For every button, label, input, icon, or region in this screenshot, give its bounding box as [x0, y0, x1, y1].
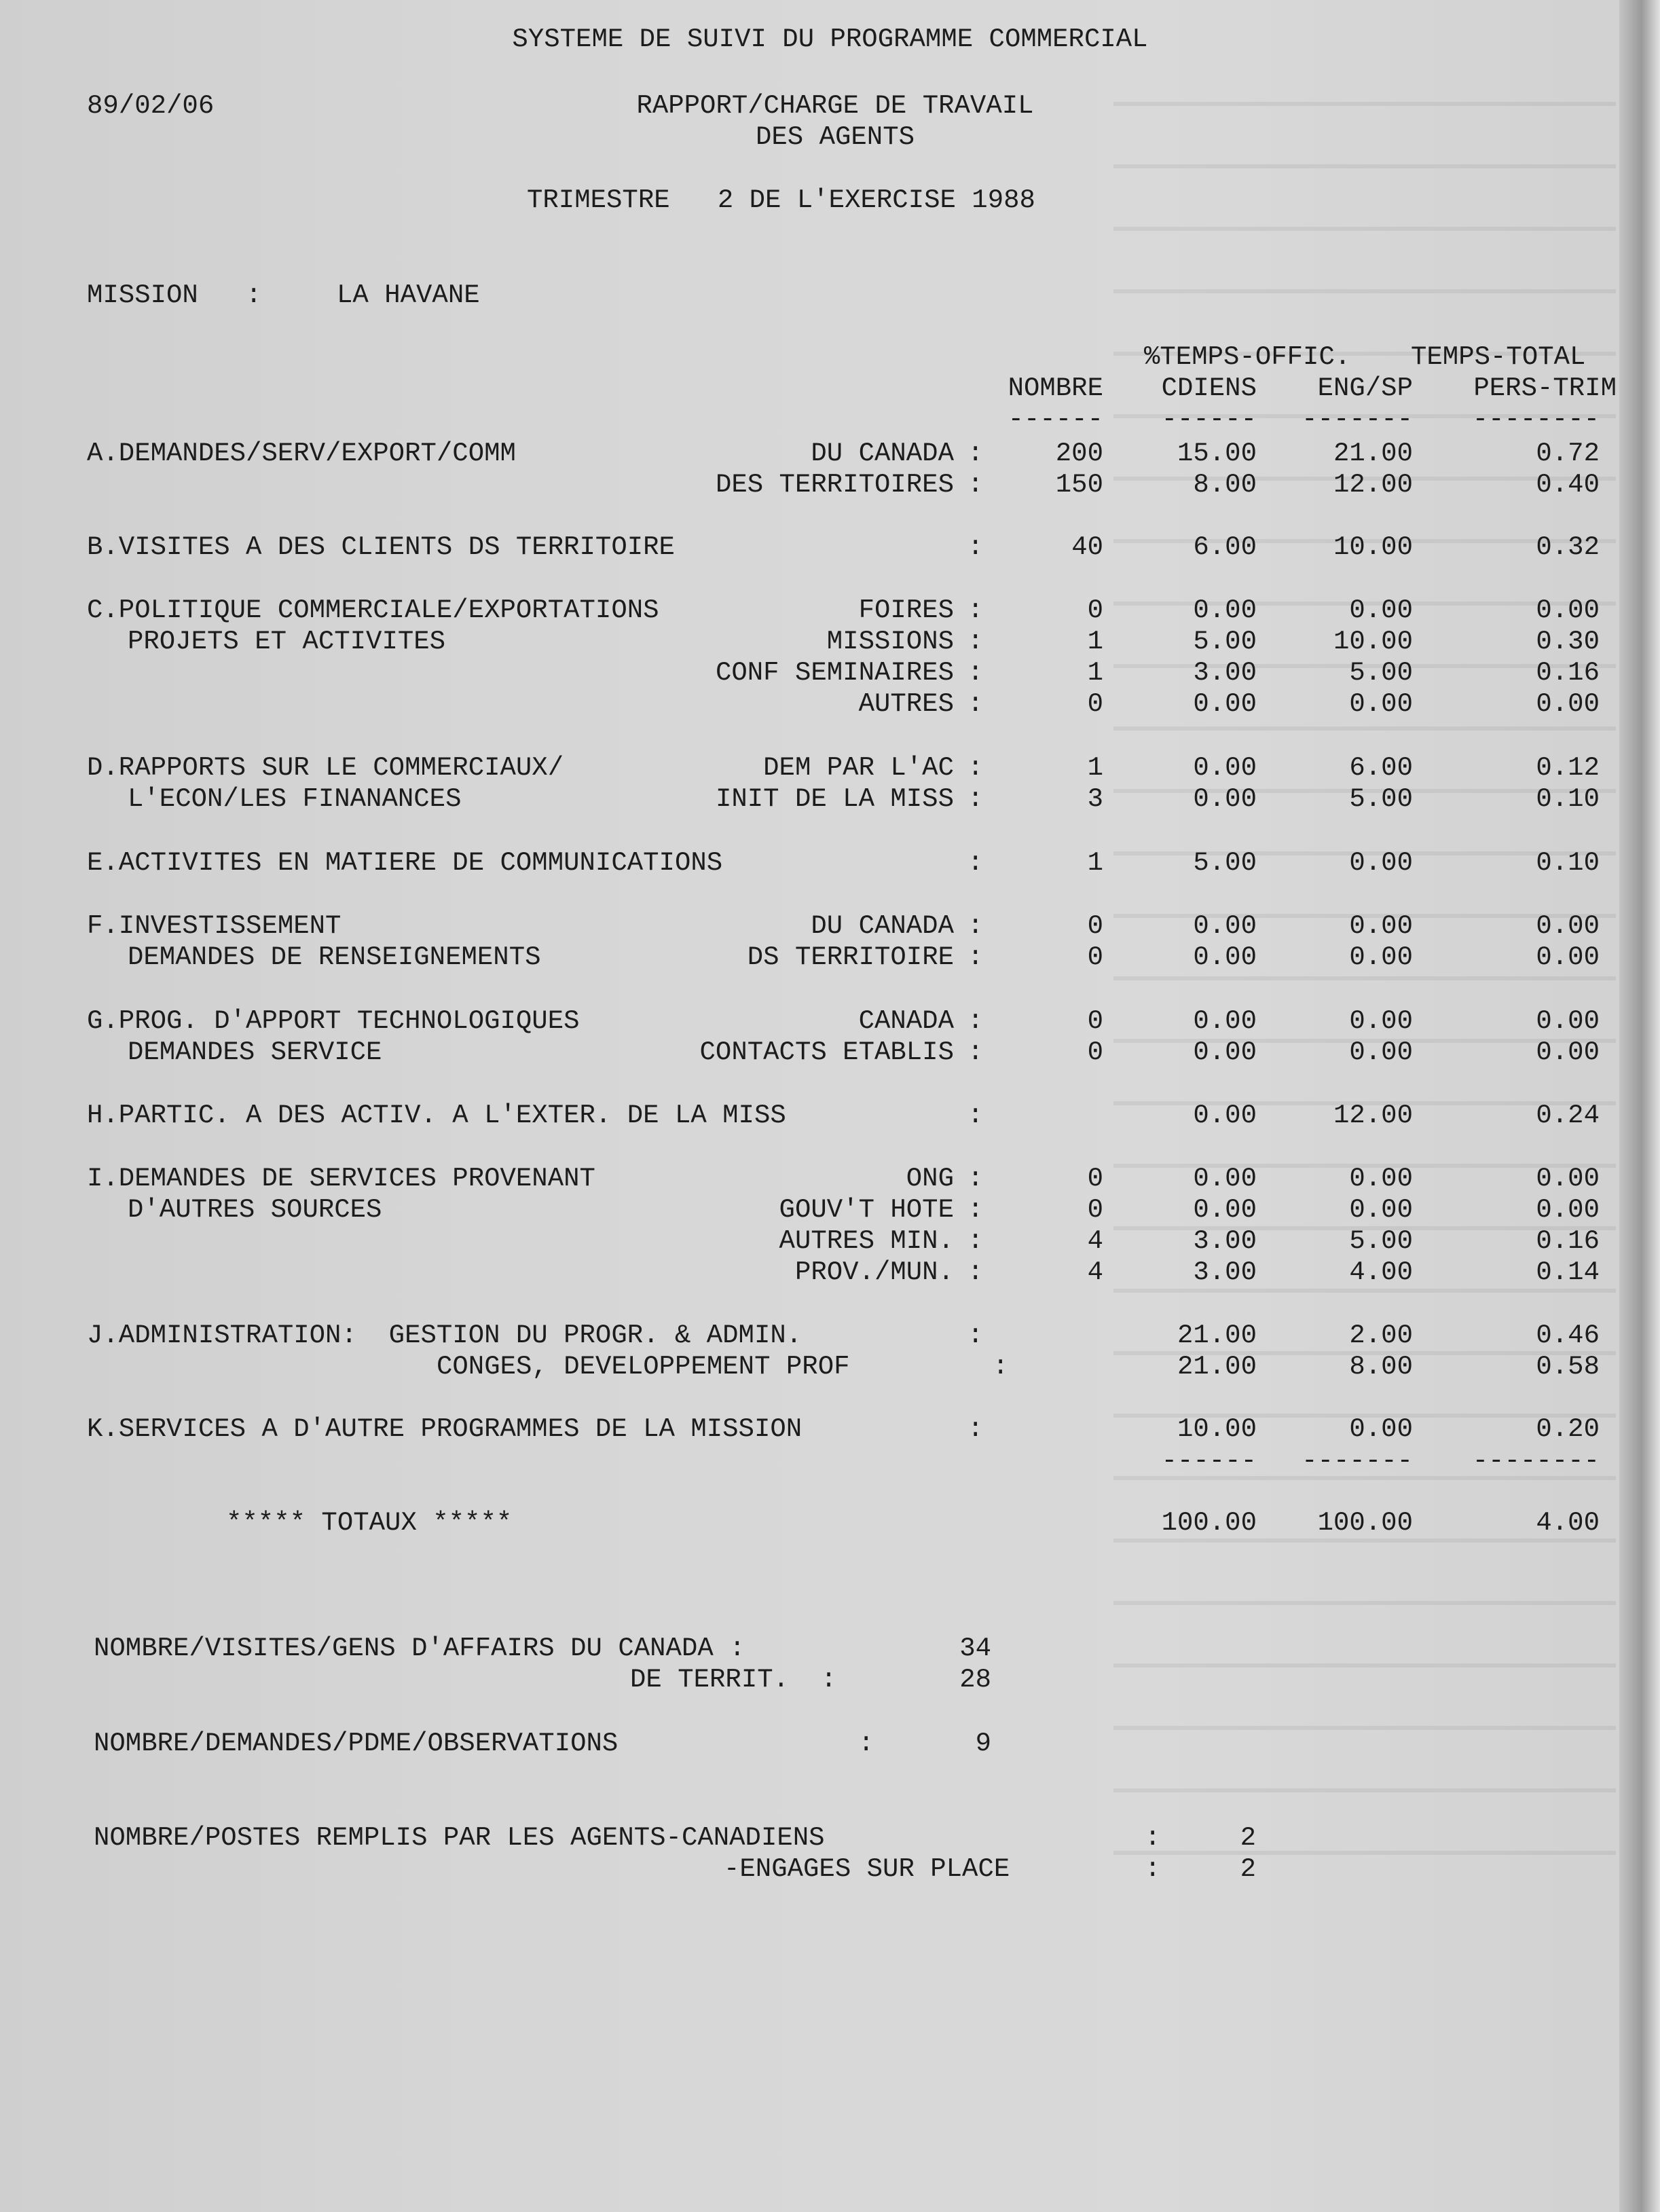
totals-rule-engsp: ------- — [1302, 1446, 1413, 1476]
cell-pers-trim: 0.00 — [1536, 1006, 1600, 1036]
cell-pers-trim: 0.10 — [1536, 784, 1600, 814]
cell-engsp: 0.00 — [1349, 911, 1413, 941]
cell-nombre: 0 — [1087, 1006, 1103, 1036]
row-sublabel: AUTRES MIN. — [779, 1226, 954, 1256]
cell-cdiens: 0.00 — [1193, 911, 1257, 941]
cell-cdiens: 0.00 — [1193, 689, 1257, 719]
cell-pers-trim: 0.16 — [1536, 1226, 1600, 1256]
cell-nombre: 0 — [1087, 595, 1103, 625]
cell-cdiens: 0.00 — [1193, 1101, 1257, 1130]
row-colon: : — [967, 848, 984, 878]
section-k-label: K.SERVICES A D'AUTRE PROGRAMMES DE LA MISSION — [87, 1414, 803, 1444]
cell-nombre: 0 — [1087, 1037, 1103, 1067]
cell-cdiens: 0.00 — [1193, 784, 1257, 814]
cell-nombre: 4 — [1087, 1226, 1103, 1256]
page-edge-shadow — [1619, 0, 1660, 2212]
section-g-sublabel: DEMANDES SERVICE — [128, 1037, 382, 1067]
cell-cdiens: 0.00 — [1193, 1006, 1257, 1036]
cell-nombre: 1 — [1087, 658, 1103, 688]
cell-cdiens: 0.00 — [1193, 1037, 1257, 1067]
section-g-label: G.PROG. D'APPORT TECHNOLOGIQUES — [87, 1006, 580, 1036]
cell-cdiens: 3.00 — [1193, 1257, 1257, 1287]
header-cdiens: CDIENS — [1161, 373, 1257, 403]
cell-nombre: 1 — [1087, 627, 1103, 657]
row-colon: : — [967, 1321, 984, 1350]
row-sublabel: ONG — [906, 1164, 954, 1194]
cell-nombre: 200 — [1055, 439, 1103, 468]
cell-cdiens: 0.00 — [1193, 1164, 1257, 1194]
row-colon: : — [967, 1414, 984, 1444]
row-sublabel: DEM PAR L'AC — [763, 753, 954, 783]
summary-visites-territ-label: DE TERRIT. : — [630, 1665, 837, 1695]
row-colon: : — [967, 532, 984, 562]
row-colon: : — [967, 1195, 984, 1225]
cell-cdiens: 21.00 — [1177, 1321, 1257, 1350]
summary-postes-label: NOMBRE/POSTES REMPLIS PAR LES AGENTS-CANADIENS — [94, 1823, 825, 1853]
header-temps-total: TEMPS-TOTAL — [1411, 342, 1586, 372]
system-title: SYSTEME DE SUIVI DU PROGRAMME COMMERCIAL — [512, 24, 1148, 54]
cell-engsp: 10.00 — [1333, 627, 1413, 657]
summary-postes-place-label: -ENGAGES SUR PLACE — [724, 1854, 1010, 1884]
totals-label: ***** TOTAUX ***** — [226, 1508, 513, 1538]
mission-value: LA HAVANE — [337, 280, 480, 310]
row-colon: : — [967, 753, 984, 783]
cell-cdiens: 0.00 — [1193, 595, 1257, 625]
header-engsp: ENG/SP — [1317, 373, 1413, 403]
cell-pers-trim: 0.00 — [1536, 1164, 1600, 1194]
summary-demandes-colon: : — [858, 1729, 874, 1758]
cell-engsp: 0.00 — [1349, 848, 1413, 878]
cell-engsp: 10.00 — [1333, 532, 1413, 562]
summary-postes-canadiens: 2 — [1240, 1823, 1256, 1853]
cell-pers-trim: 0.46 — [1536, 1321, 1600, 1350]
section-j-label: J.ADMINISTRATION: GESTION DU PROGR. & ADMIN. — [87, 1321, 803, 1350]
header-nombre: NOMBRE — [1008, 373, 1103, 403]
row-colon: : — [967, 942, 984, 972]
row-sublabel: PROV./MUN. — [794, 1257, 954, 1287]
cell-engsp: 21.00 — [1333, 439, 1413, 468]
row-sublabel: CONF SEMINAIRES — [715, 658, 954, 688]
report-date: 89/02/06 — [87, 91, 215, 121]
cell-nombre: 0 — [1087, 1164, 1103, 1194]
row-colon: : — [967, 689, 984, 719]
header-pct-temps-offic: %TEMPS-OFFIC. — [1144, 342, 1351, 372]
report-title-line1: RAPPORT/CHARGE DE TRAVAIL — [636, 91, 1034, 121]
cell-pers-trim: 0.10 — [1536, 848, 1600, 878]
row-sublabel: CONTACTS ETABLIS — [699, 1037, 954, 1067]
section-d-label: D.RAPPORTS SUR LE COMMERCIAUX/ — [87, 753, 564, 783]
cell-engsp: 5.00 — [1349, 1226, 1413, 1256]
totals-pers-trim: 4.00 — [1536, 1508, 1600, 1538]
cell-cdiens: 5.00 — [1193, 848, 1257, 878]
cell-engsp: 2.00 — [1349, 1321, 1413, 1350]
cell-pers-trim: 0.00 — [1536, 689, 1600, 719]
totals-rule-pers-trim: -------- — [1472, 1446, 1600, 1476]
row-colon: : — [967, 658, 984, 688]
cell-engsp: 0.00 — [1349, 1414, 1413, 1444]
row-colon: : — [967, 911, 984, 941]
totals-rule-cdiens: ------ — [1161, 1446, 1257, 1476]
cell-engsp: 4.00 — [1349, 1257, 1413, 1287]
cell-nombre: 1 — [1087, 753, 1103, 783]
cell-cdiens: 21.00 — [1177, 1352, 1257, 1382]
cell-nombre: 4 — [1087, 1257, 1103, 1287]
cell-cdiens: 5.00 — [1193, 627, 1257, 657]
section-c-sublabel: PROJETS ET ACTIVITES — [128, 627, 446, 657]
cell-pers-trim: 0.00 — [1536, 1195, 1600, 1225]
cell-engsp: 6.00 — [1349, 753, 1413, 783]
section-f-sublabel: DEMANDES DE RENSEIGNEMENTS — [128, 942, 541, 972]
summary-demandes-label: NOMBRE/DEMANDES/PDME/OBSERVATIONS — [94, 1729, 619, 1758]
row-sublabel: FOIRES — [858, 595, 954, 625]
cell-pers-trim: 0.72 — [1536, 439, 1600, 468]
row-colon: : — [967, 1037, 984, 1067]
section-i-sublabel: D'AUTRES SOURCES — [128, 1195, 382, 1225]
rule-engsp: ------- — [1302, 405, 1413, 435]
cell-engsp: 0.00 — [1349, 1037, 1413, 1067]
cell-engsp: 5.00 — [1349, 784, 1413, 814]
row-colon: : — [967, 784, 984, 814]
summary-postes-colon: : — [1145, 1823, 1161, 1853]
report-period: TRIMESTRE 2 DE L'EXERCISE 1988 — [527, 185, 1035, 215]
summary-visites-territ: 28 — [959, 1665, 991, 1695]
mission-label: MISSION : — [87, 280, 262, 310]
cell-nombre: 0 — [1087, 911, 1103, 941]
totals-engsp: 100.00 — [1317, 1508, 1413, 1538]
report-title-line2: DES AGENTS — [755, 122, 915, 152]
cell-pers-trim: 0.32 — [1536, 532, 1600, 562]
section-h-label: H.PARTIC. A DES ACTIV. A L'EXTER. DE LA MISS — [87, 1101, 786, 1130]
row-colon: : — [967, 470, 984, 500]
cell-nombre: 0 — [1087, 942, 1103, 972]
cell-engsp: 8.00 — [1349, 1352, 1413, 1382]
cell-cdiens: 8.00 — [1193, 470, 1257, 500]
section-c-label: C.POLITIQUE COMMERCIALE/EXPORTATIONS — [87, 595, 659, 625]
cell-engsp: 12.00 — [1333, 470, 1413, 500]
section-a-label: A.DEMANDES/SERV/EXPORT/COMM — [87, 439, 516, 468]
cell-engsp: 0.00 — [1349, 942, 1413, 972]
cell-nombre: 1 — [1087, 848, 1103, 878]
row-colon: : — [967, 1164, 984, 1194]
cell-cdiens: 0.00 — [1193, 1195, 1257, 1225]
cell-pers-trim: 0.20 — [1536, 1414, 1600, 1444]
cell-engsp: 0.00 — [1349, 595, 1413, 625]
cell-cdiens: 6.00 — [1193, 532, 1257, 562]
row-colon: : — [967, 1101, 984, 1130]
row-colon: : — [967, 439, 984, 468]
cell-cdiens: 10.00 — [1177, 1414, 1257, 1444]
summary-visites-canada: 34 — [959, 1634, 991, 1663]
cell-pers-trim: 0.00 — [1536, 942, 1600, 972]
summary-postes-place: 2 — [1240, 1854, 1256, 1884]
section-e-label: E.ACTIVITES EN MATIERE DE COMMUNICATIONS — [87, 848, 723, 878]
row-colon: : — [967, 1006, 984, 1036]
row-colon: : — [967, 1257, 984, 1287]
cell-pers-trim: 0.16 — [1536, 658, 1600, 688]
cell-pers-trim: 0.58 — [1536, 1352, 1600, 1382]
totals-cdiens: 100.00 — [1161, 1508, 1257, 1538]
header-pers-trim: PERS-TRIM — [1473, 373, 1617, 403]
cell-engsp: 0.00 — [1349, 1195, 1413, 1225]
summary-demandes-value: 9 — [975, 1729, 991, 1758]
section-b-label: B.VISITES A DES CLIENTS DS TERRITOIRE — [87, 532, 675, 562]
cell-nombre: 40 — [1071, 532, 1103, 562]
row-colon: : — [967, 627, 984, 657]
cell-nombre: 0 — [1087, 689, 1103, 719]
cell-engsp: 5.00 — [1349, 658, 1413, 688]
cell-pers-trim: 0.12 — [1536, 753, 1600, 783]
cell-pers-trim: 0.00 — [1536, 911, 1600, 941]
cell-pers-trim: 0.00 — [1536, 595, 1600, 625]
section-i-label: I.DEMANDES DE SERVICES PROVENANT — [87, 1164, 595, 1194]
row-sublabel: MISSIONS — [826, 627, 954, 657]
row-colon: : — [967, 595, 984, 625]
row-sublabel: INIT DE LA MISS — [715, 784, 954, 814]
row-sublabel: DU CANADA — [811, 911, 954, 941]
cell-cdiens: 0.00 — [1193, 753, 1257, 783]
cell-engsp: 0.00 — [1349, 1164, 1413, 1194]
row-colon: : — [967, 1226, 984, 1256]
cell-nombre: 3 — [1087, 784, 1103, 814]
cell-engsp: 12.00 — [1333, 1101, 1413, 1130]
row-sublabel: DES TERRITOIRES — [715, 470, 954, 500]
cell-nombre: 0 — [1087, 1195, 1103, 1225]
rule-cdiens: ------ — [1161, 405, 1257, 435]
cell-engsp: 0.00 — [1349, 689, 1413, 719]
cell-pers-trim: 0.30 — [1536, 627, 1600, 657]
rule-nombre: ------ — [1008, 405, 1103, 435]
cell-engsp: 0.00 — [1349, 1006, 1413, 1036]
row-sublabel: GOUV'T HOTE — [779, 1195, 954, 1225]
section-f-label: F.INVESTISSEMENT — [87, 911, 342, 941]
cell-cdiens: 3.00 — [1193, 1226, 1257, 1256]
row-sublabel: AUTRES — [858, 689, 954, 719]
row-sublabel: DS TERRITOIRE — [747, 942, 954, 972]
cell-cdiens: 0.00 — [1193, 942, 1257, 972]
cell-cdiens: 3.00 — [1193, 658, 1257, 688]
cell-nombre: 150 — [1055, 470, 1103, 500]
section-d-sublabel: L'ECON/LES FINANANCES — [128, 784, 462, 814]
rule-pers-trim: -------- — [1472, 405, 1600, 435]
cell-pers-trim: 0.40 — [1536, 470, 1600, 500]
cell-pers-trim: 0.14 — [1536, 1257, 1600, 1287]
cell-cdiens: 15.00 — [1177, 439, 1257, 468]
section-j-sublabel: CONGES, DEVELOPPEMENT PROF — [437, 1352, 850, 1382]
row-colon: : — [993, 1352, 1009, 1382]
summary-postes-place-colon: : — [1145, 1854, 1161, 1884]
row-sublabel: CANADA — [858, 1006, 954, 1036]
cell-pers-trim: 0.24 — [1536, 1101, 1600, 1130]
row-sublabel: DU CANADA — [811, 439, 954, 468]
summary-visites-label: NOMBRE/VISITES/GENS D'AFFAIRS DU CANADA : — [94, 1634, 745, 1663]
cell-pers-trim: 0.00 — [1536, 1037, 1600, 1067]
